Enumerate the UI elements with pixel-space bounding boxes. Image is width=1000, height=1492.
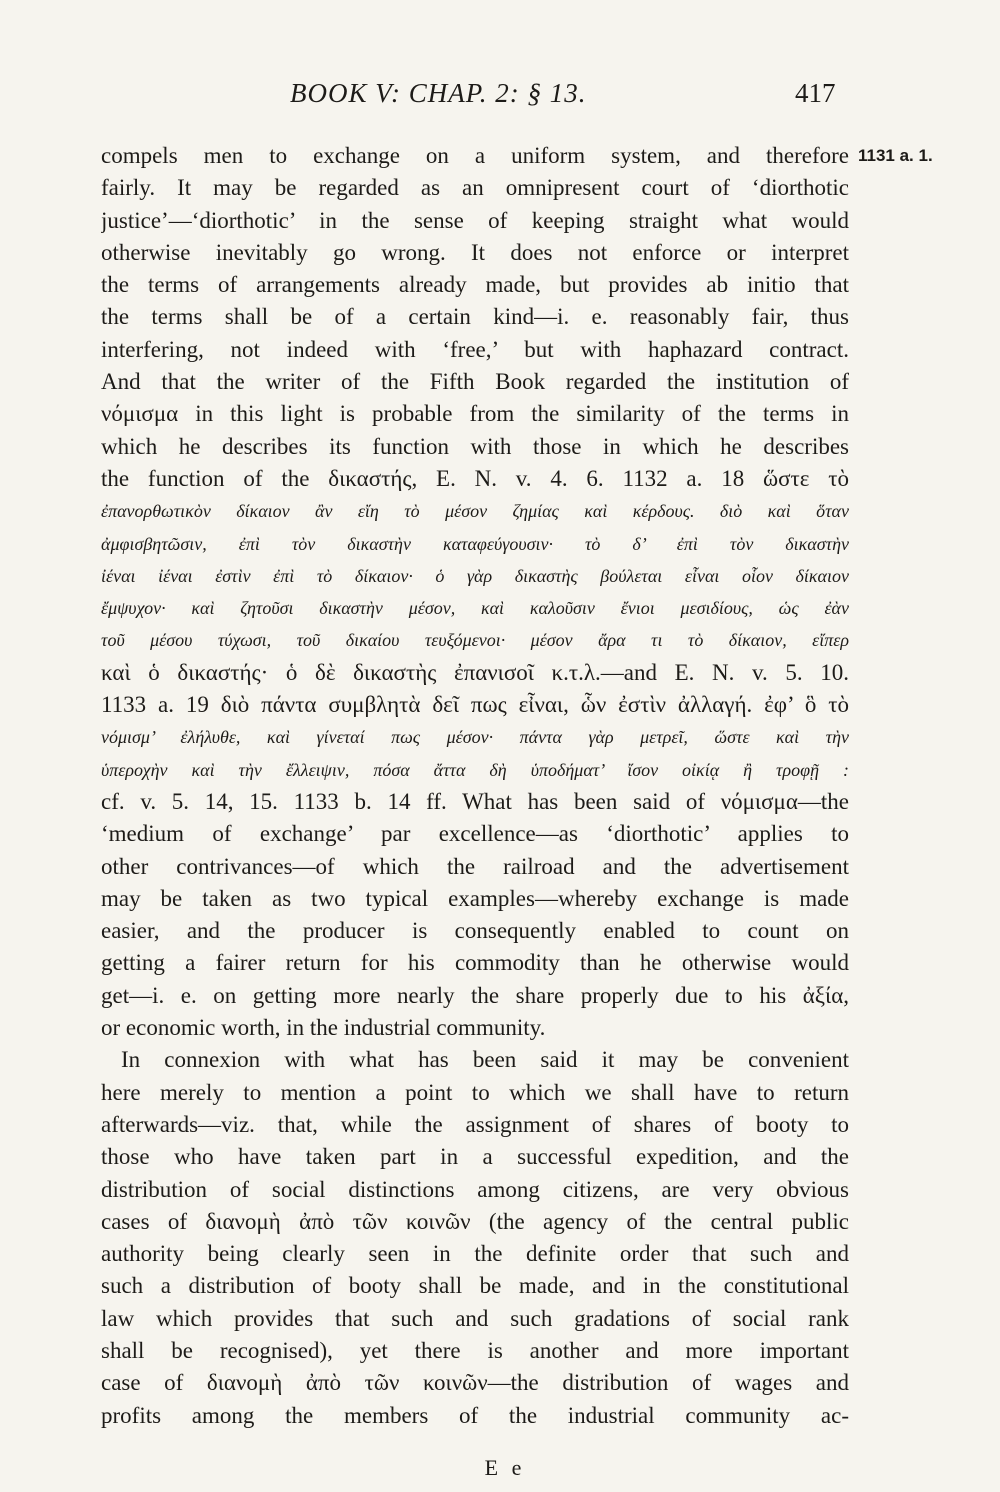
- text-line: other contrivances—of which the railroad and the advertisement: [101, 853, 849, 879]
- text-line: νόμισμα in this light is probable from the similarity of the terms in: [101, 401, 849, 427]
- text-line: get—i. e. on getting more nearly the share properly due to his ἀξία,: [101, 982, 849, 1008]
- margin-reference: 1131 a. 1.: [858, 146, 933, 165]
- text-line: getting a fairer return for his commodity than he otherwise would: [101, 950, 849, 976]
- greek-quote-line: ἐπανορθωτικὸν δίκαιον ἂν εἴη τὸ μέσον ζημίας καὶ κέρδους. διὸ καὶ ὅταν: [101, 501, 849, 522]
- text-line: ‘medium of exchange’ par excellence—as ‘diorthotic’ applies to: [101, 821, 849, 847]
- text-line: otherwise inevitably go wrong. It does not enforce or interpret: [101, 239, 849, 265]
- greek-quote-line: ἰέναι ἰέναι ἐστὶν ἐπὶ τὸ δίκαιον· ὁ γὰρ δικαστὴς βούλεται εἶναι οἷον δίκαιον: [101, 565, 849, 586]
- text-line: distribution of social distinctions among citizens, are very obvious: [101, 1176, 849, 1202]
- text-line: those who have taken part in a successful expedition, and the: [101, 1144, 849, 1170]
- text-line: case of διανομὴ ἀπὸ τῶν κοινῶν—the distribution of wages and: [101, 1370, 849, 1396]
- text-line: interfering, not indeed with ‘free,’ but with haphazard contract.: [101, 336, 849, 362]
- text-line: the terms of arrangements already made, but provides ab initio that: [101, 272, 849, 298]
- text-line: may be taken as two typical examples—whereby exchange is made: [101, 885, 849, 911]
- text-line: cf. v. 5. 14, 15. 1133 b. 14 ff. What has been said of νόμισμα—the: [101, 788, 849, 814]
- text-line: afterwards—viz. that, while the assignment of shares of booty to: [101, 1111, 849, 1137]
- greek-quote-line: ἀμφισβητῶσιν, ἐπὶ τὸν δικαστὴν καταφεύγουσιν· τὸ δ’ ἐπὶ τὸν δικαστὴν: [101, 533, 849, 554]
- text-line: justice’—‘diorthotic’ in the sense of keeping straight what would: [101, 207, 849, 233]
- page-number: 417: [795, 78, 836, 108]
- text-line: shall be recognised), yet there is another and more important: [101, 1337, 849, 1363]
- text-line: such a distribution of booty shall be made, and in the constitutional: [101, 1273, 849, 1299]
- greek-quote-line: ὑπεροχὴν καὶ τὴν ἔλλειψιν, πόσα ἄττα δὴ ὑποδήματ’ ἴσον οἰκίᾳ ἢ τροφῇ :: [101, 759, 849, 780]
- greek-quote-line: τοῦ μέσου τύχωσι, τοῦ δικαίου τευξόμενοι· μέσον ἄρα τι τὸ δίκαιον, εἴπερ: [101, 630, 849, 651]
- text-line: profits among the members of the industrial community ac-: [101, 1402, 849, 1428]
- text-line: the terms shall be of a certain kind—i. e. reasonably fair, thus: [101, 304, 849, 330]
- text-line: law which provides that such and such gradations of social rank: [101, 1305, 849, 1331]
- text-line: authority being clearly seen in the definite order that such and: [101, 1241, 849, 1267]
- text-line: here merely to mention a point to which we shall have to return: [101, 1079, 849, 1105]
- text-line: the function of the δικαστής, E. N. v. 4. 6. 1132 a. 18 ὥστε τὸ: [101, 465, 849, 491]
- text-line: easier, and the producer is consequently enabled to count on: [101, 918, 849, 944]
- text-line: which he describes its function with those in which he describes: [101, 433, 849, 459]
- text-line: compels men to exchange on a uniform system, and therefore: [101, 143, 849, 168]
- text-line: cases of διανομὴ ἀπὸ τῶν κοινῶν (the agency of the central public: [101, 1208, 849, 1234]
- greek-quote-line: νόμισμ’ ἐλήλυθε, καὶ γίνεταί πως μέσον· πάντα γὰρ μετρεῖ, ὥστε καὶ τὴν: [101, 727, 849, 748]
- paragraph-start-line: In connexion with what has been said it may be convenient: [121, 1047, 849, 1073]
- greek-quote-line: ἔμψυχον· καὶ ζητοῦσι δικαστὴν μέσον, καὶ καλοῦσιν ἔνιοι μεσιδίους, ὡς ἐὰν: [101, 598, 849, 619]
- text-line: 1133 a. 19 διὸ πάντα συμβλητὰ δεῖ πως εἶναι, ὧν ἐστὶν ἀλλαγή. ἐφ’ ὃ τὸ: [101, 692, 849, 718]
- page-header: [0, 78, 1000, 118]
- running-head: BOOK V: CHAP. 2: § 13.: [290, 78, 587, 108]
- text-line: καὶ ὁ δικαστής· ὁ δὲ δικαστὴς ἐπανισοῖ κ.τ.λ.—and E. N. v. 5. 10.: [101, 659, 849, 685]
- body-text: [101, 140, 849, 1432]
- text-line: fairly. It may be regarded as an omnipresent court of ‘diorthotic: [101, 175, 849, 201]
- text-line: or economic worth, in the industrial community.: [101, 1015, 546, 1041]
- signature-mark: E e: [484, 1455, 526, 1480]
- text-line: And that the writer of the Fifth Book regarded the institution of: [101, 369, 849, 395]
